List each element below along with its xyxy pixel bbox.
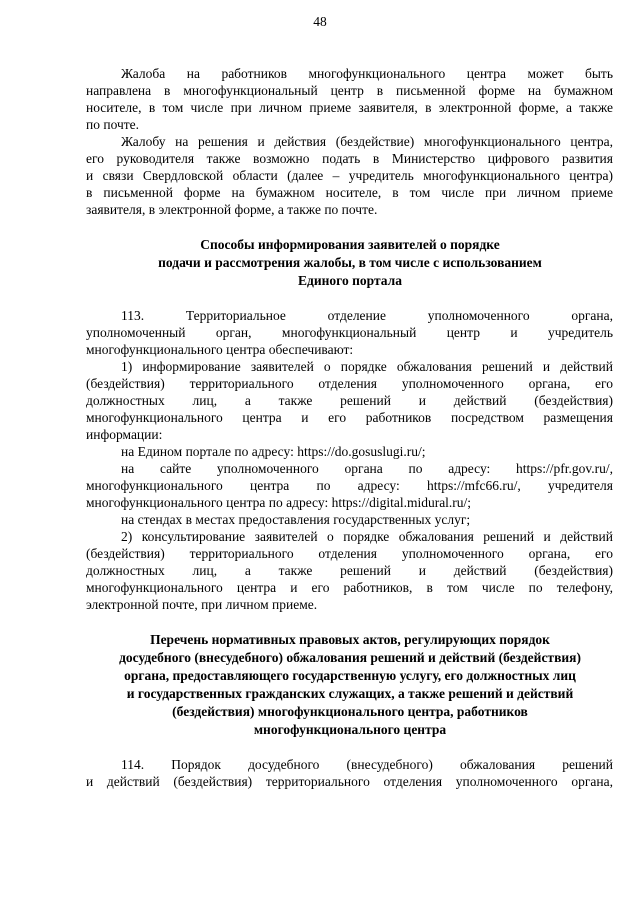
paragraph-line: Жалобу на решения и действия (бездействие) многофункционального центра, <box>121 134 613 149</box>
paragraph-line: и связи Свердловской области (далее – учредитель многофункционального центра) <box>86 168 613 183</box>
section-heading-line: (бездействия) многофункционального центра, работников <box>172 704 528 719</box>
paragraph-line: информации: <box>86 427 163 442</box>
paragraph-line: (бездействия) территориального отделения уполномоченного органа, его <box>86 546 613 561</box>
paragraph-line: многофункционального центра по адресу: https://digital.midural.ru/; <box>86 495 472 510</box>
paragraph-line: 1) информирование заявителей о порядке обжалования решений и действий <box>121 359 613 374</box>
paragraph-line: на Едином портале по адресу: https://do.gosuslugi.ru/; <box>121 444 426 459</box>
section-heading-line: Единого портала <box>298 273 402 288</box>
section-heading-line: подачи и рассмотрения жалобы, в том числе с использованием <box>158 255 542 270</box>
page-number: 48 <box>313 14 327 29</box>
paragraph-line: носителе, в том числе при личном приеме заявителя, в электронной форме, а также <box>86 100 613 115</box>
paragraph-line: (бездействия) территориального отделения уполномоченного органа, его <box>86 376 613 391</box>
paragraph-line: электронной почте, при личном приеме. <box>86 597 318 612</box>
paragraph-line: заявителя, в электронной форме, а также по почте. <box>86 202 378 217</box>
section-heading-line: и государственных гражданских служащих, а также решений и действий <box>126 686 574 701</box>
paragraph-line: его руководителя также возможно подать в Министерство цифрового развития <box>86 151 613 166</box>
paragraph-line: многофункционального центра по адресу: https://mfc66.ru/, учредителя <box>86 478 613 493</box>
paragraph-line: на стендах в местах предоставления государственных услуг; <box>121 512 471 527</box>
section-heading-line: досудебного (внесудебного) обжалования решений и действий (бездействия) <box>119 650 581 665</box>
paragraph-line: многофункционального центра обеспечивают: <box>86 342 354 357</box>
paragraph-line: должностных лиц, а также решений и действий (бездействия) <box>86 563 613 578</box>
section-heading-line: многофункционального центра <box>253 722 447 737</box>
paragraph-line: по почте. <box>86 117 140 132</box>
paragraph-line: многофункционального центра и его работников посредством размещения <box>86 410 613 425</box>
paragraph-line: 113. Территориальное отделение уполномоченного органа, <box>121 308 613 323</box>
paragraph-line: направлена в многофункциональный центр в письменной форме на бумажном <box>86 83 613 98</box>
paragraph-line: 114. Порядок досудебного (внесудебного) обжалования решений <box>121 757 613 772</box>
paragraph-line: должностных лиц, а также решений и действий (бездействия) <box>86 393 613 408</box>
paragraph-line: на сайте уполномоченного органа по адресу: https://pfr.gov.ru/, <box>121 461 613 476</box>
paragraph-line: в письменной форме на бумажном носителе, в том числе при личном приеме <box>86 185 613 200</box>
paragraph-line: и действий (бездействия) территориального отделения уполномоченного органа, <box>86 774 613 789</box>
section-heading-line: органа, предоставляющего государственную услугу, его должностных лиц <box>124 668 576 683</box>
section-heading-line: Способы информирования заявителей о порядке <box>200 237 500 252</box>
paragraph-line: многофункционального центра и его работников, в том числе по телефону, <box>86 580 613 595</box>
paragraph-line: 2) консультирование заявителей о порядке обжалования решений и действий <box>121 529 613 544</box>
paragraph-line: Жалоба на работников многофункционального центра может быть <box>121 66 613 81</box>
paragraph-line: уполномоченный орган, многофункциональный центр и учредитель <box>86 325 613 340</box>
section-heading-line: Перечень нормативных правовых актов, регулирующих порядок <box>150 632 550 647</box>
